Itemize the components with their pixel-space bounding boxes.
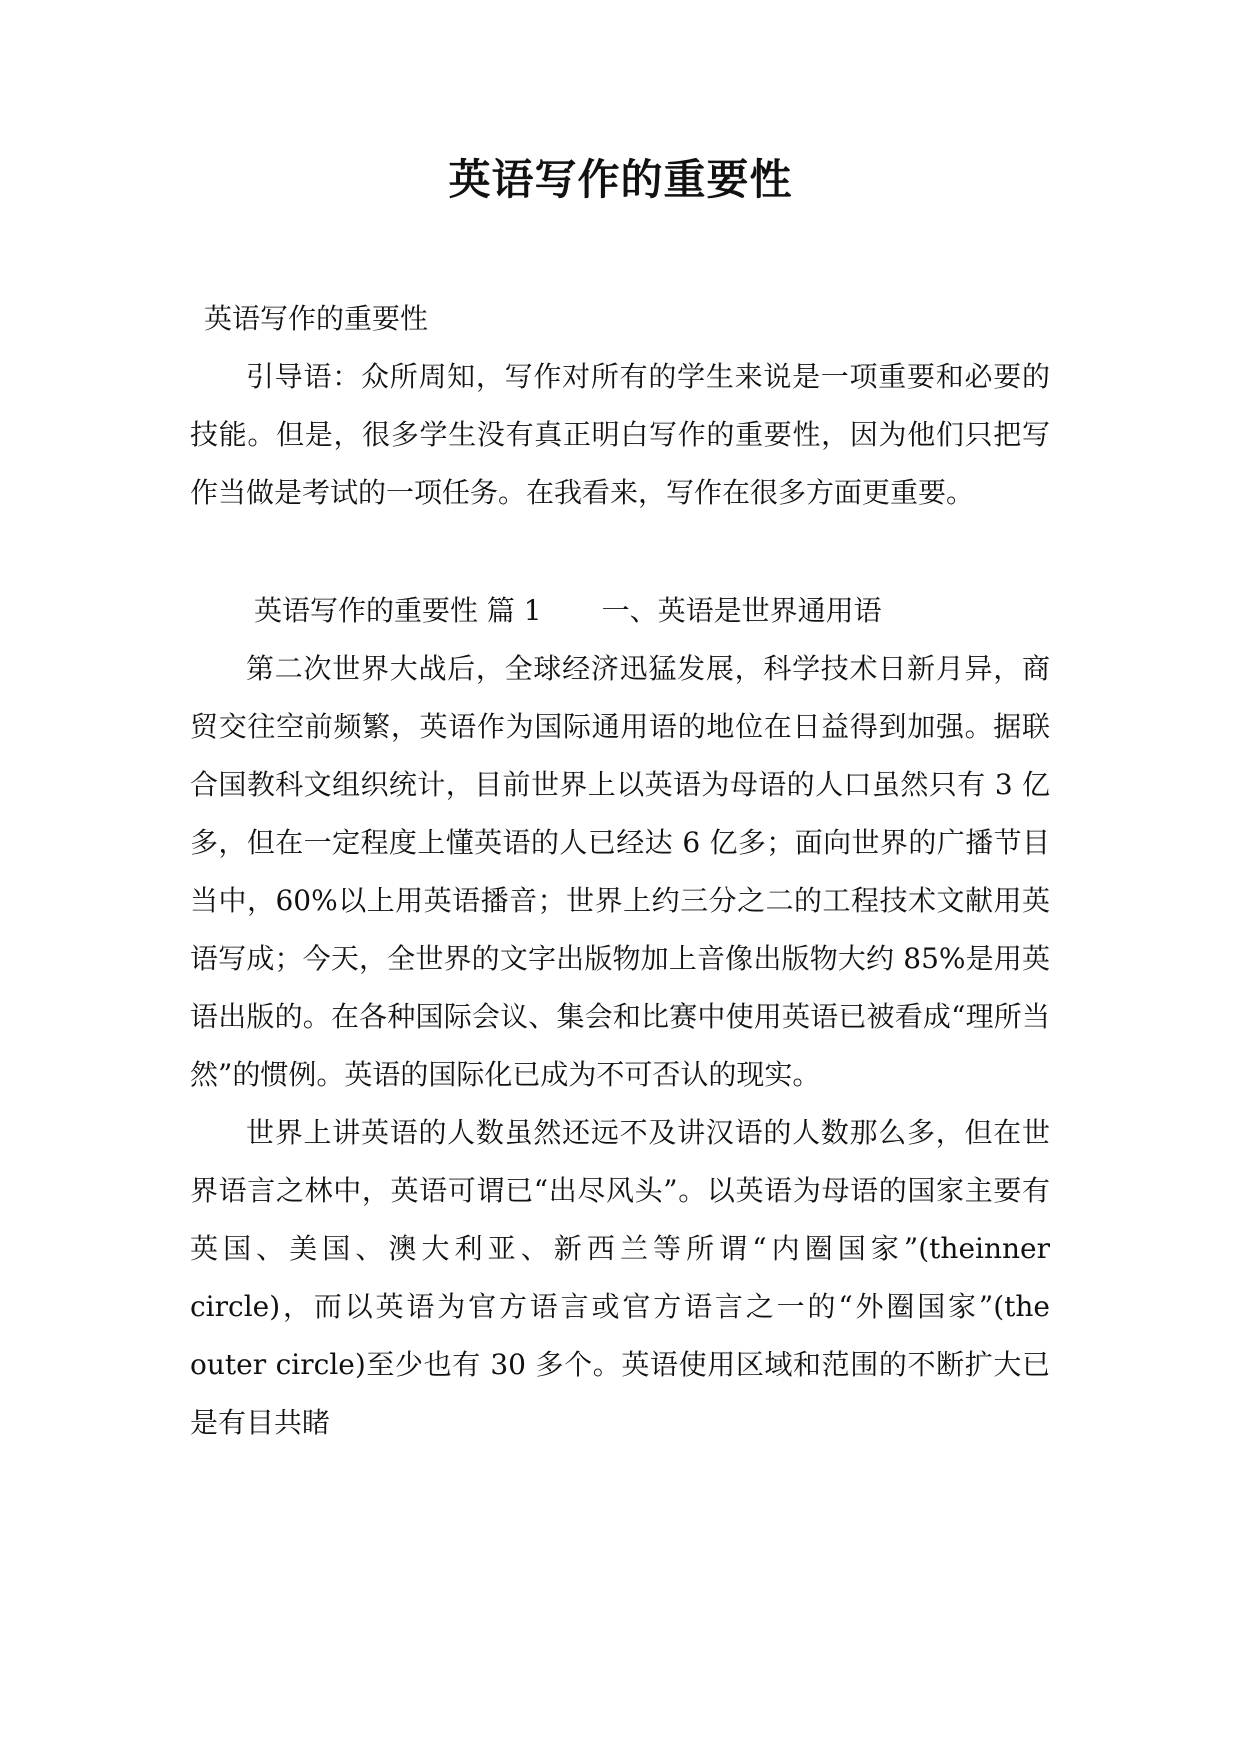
section-label: 英语写作的重要性 篇 1 <box>254 594 542 627</box>
paragraph-spacer <box>190 522 1050 582</box>
body-paragraph-2: 世界上讲英语的人数虽然还远不及讲汉语的人数那么多，但在世界语言之林中，英语可谓已“出尽风头”。以英语为母语的国家主要有英国、美国、澳大利亚、新西兰等所谓“内圈国家”(theinner circle)，而以英语为官方语言或官方语言之一的“外圈国家”(the outer circle)至少也有 30 多个。英语使用区域和范围的不断扩大已是有目共睹 <box>190 1116 1050 1439</box>
section-heading-line <box>190 582 1050 640</box>
document-body <box>190 290 1050 1452</box>
body-paragraph-1: 第二次世界大战后，全球经济迅猛发展，科学技术日新月异，商贸交往空前频繁，英语作为国际通用语的地位在日益得到加强。据联合国教科文组织统计，目前世界上以英语为母语的人口虽然只有 3 亿多，但在一定程度上懂英语的人已经达 6 亿多；面向世界的广播节目当中，60%以上用英语播音；世界上约三分之二的工程技术文献用英语写成；今天，全世界的文字出版物加上音像出版物大约 85%是用英语出版的。在各种国际会议、集会和比赛中使用英语已被看成“理所当然”的惯例。英语的国际化已成为不可否认的现实。 <box>190 652 1050 1091</box>
section-heading: 一、英语是世界通用语 <box>601 594 882 627</box>
intro-paragraph: 引导语：众所周知，写作对所有的学生来说是一项重要和必要的技能。但是，很多学生没有真正明白写作的重要性，因为他们只把写作当做是考试的一项任务。在我看来，写作在很多方面更重要。 <box>190 360 1050 509</box>
document-subtitle: 英语写作的重要性 <box>204 302 429 335</box>
document-title: 英语写作的重要性 <box>448 155 793 204</box>
